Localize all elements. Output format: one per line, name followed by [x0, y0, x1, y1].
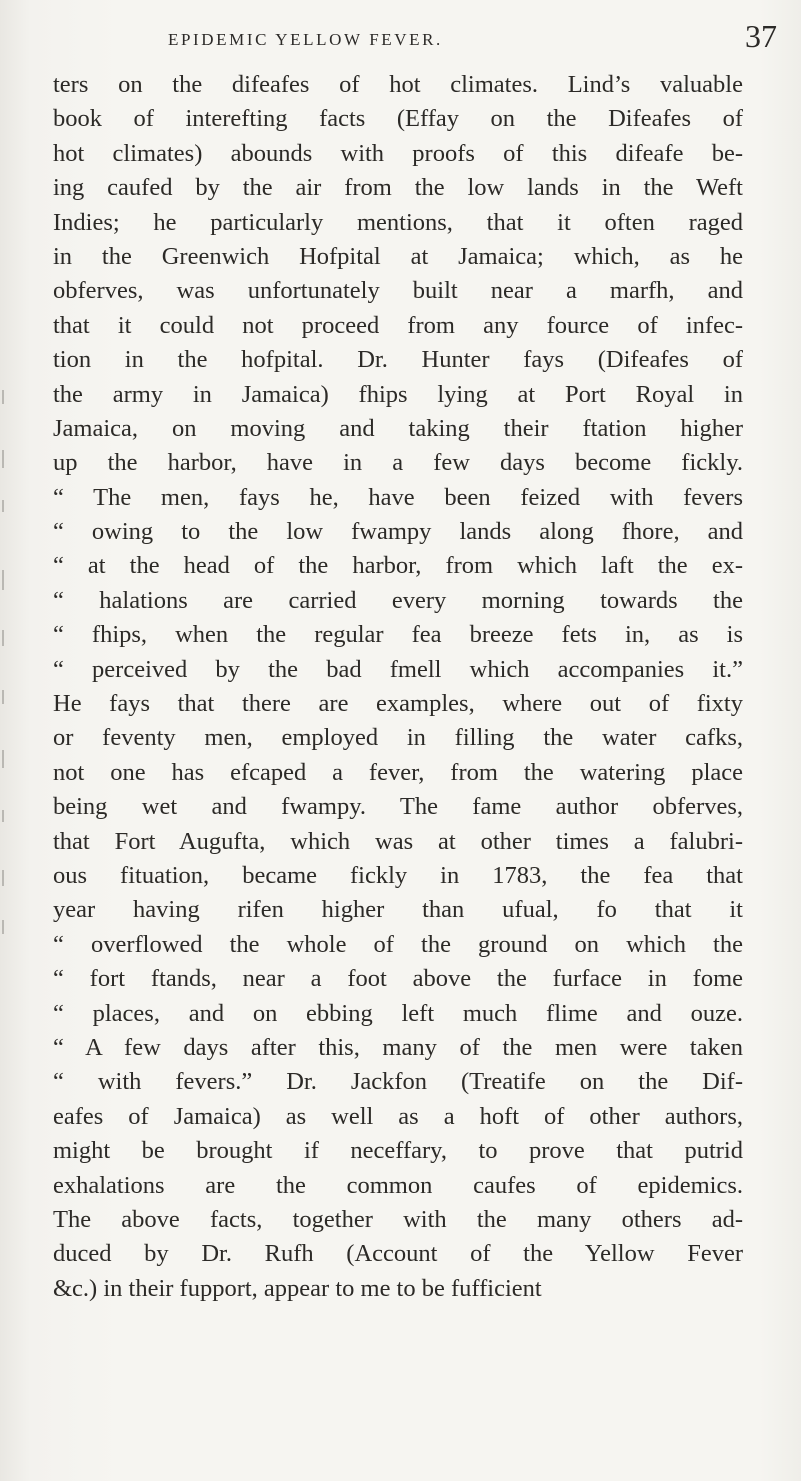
- text-line: “ halations are carried every morning towards the: [53, 586, 743, 614]
- text-line: up the harbor, have in a few days become fickly.: [53, 449, 743, 477]
- page-number: 37: [745, 18, 777, 54]
- text-line: ous fituation, became fickly in 1783, the fea that: [53, 861, 743, 889]
- text-line: obferves, was unfortunately built near a marfh, and: [53, 277, 743, 305]
- text-line: “ A few days after this, many of the men were taken: [53, 1033, 743, 1061]
- running-head-title: EPIDEMIC YELLOW FEVER.: [168, 30, 443, 49]
- text-line: “ fhips, when the regular fea breeze fets in, as is: [53, 621, 743, 649]
- text-line: the army in Jamaica) fhips lying at Port Royal in: [53, 380, 743, 408]
- text-line: “ fort ftands, near a foot above the furface in fome: [53, 965, 743, 993]
- text-line: “ The men, fays he, have been feized with fevers: [53, 483, 743, 511]
- text-line: Indies; he particularly mentions, that it often raged: [53, 208, 743, 236]
- text-line: ters on the difeafes of hot climates. Lind’s valuable: [53, 71, 743, 98]
- text-line: “ perceived by the bad fmell which accompanies it.”: [53, 655, 743, 683]
- text-line: &c.) in their fupport, appear to me to be fufficient: [53, 1274, 542, 1302]
- text-line: “ overflowed the whole of the ground on which the: [53, 930, 743, 958]
- text-line: or feventy men, employed in filling the water cafks,: [53, 724, 743, 752]
- text-line: “ with fevers.” Dr. Jackfon (Treatife on the Dif-: [53, 1068, 743, 1096]
- text-line: eafes of Jamaica) as well as a hoft of other authors,: [53, 1102, 743, 1130]
- running-head: [0, 16, 801, 56]
- text-line: being wet and fwampy. The fame author obferves,: [53, 793, 743, 821]
- text-line: that Fort Augufta, which was at other times a falubri-: [53, 827, 743, 855]
- text-line: “ owing to the low fwampy lands along fhore, and: [53, 518, 743, 546]
- text-line: year having rifen higher than ufual, fo that it: [53, 896, 743, 924]
- text-line: exhalations are the common caufes of epidemics.: [53, 1171, 743, 1199]
- text-line: that it could not proceed from any fource of infec-: [53, 311, 743, 339]
- text-line: might be brought if neceffary, to prove that putrid: [53, 1137, 743, 1165]
- text-line: “ places, and on ebbing left much flime and ouze.: [53, 999, 743, 1027]
- text-line: hot climates) abounds with proofs of this difeafe be-: [53, 139, 743, 167]
- text-line: Jamaica, on moving and taking their ftation higher: [53, 414, 743, 442]
- text-line: ing caufed by the air from the low lands in the Weft: [53, 174, 743, 202]
- text-line: not one has efcaped a fever, from the watering place: [53, 758, 743, 786]
- text-line: “ at the head of the harbor, from which laft the ex-: [53, 552, 743, 580]
- body-text: [53, 68, 743, 1306]
- text-line: The above facts, together with the many others ad-: [53, 1205, 743, 1233]
- text-line: book of interefting facts (Effay on the Difeafes of: [53, 105, 743, 133]
- binding-gutter-marks: [0, 380, 26, 940]
- text-line: tion in the hofpital. Dr. Hunter fays (Difeafes of: [53, 346, 743, 374]
- text-line: in the Greenwich Hofpital at Jamaica; which, as he: [53, 242, 743, 270]
- text-line: He fays that there are examples, where out of fixty: [53, 690, 743, 718]
- text-line: duced by Dr. Rufh (Account of the Yellow Fever: [53, 1240, 743, 1268]
